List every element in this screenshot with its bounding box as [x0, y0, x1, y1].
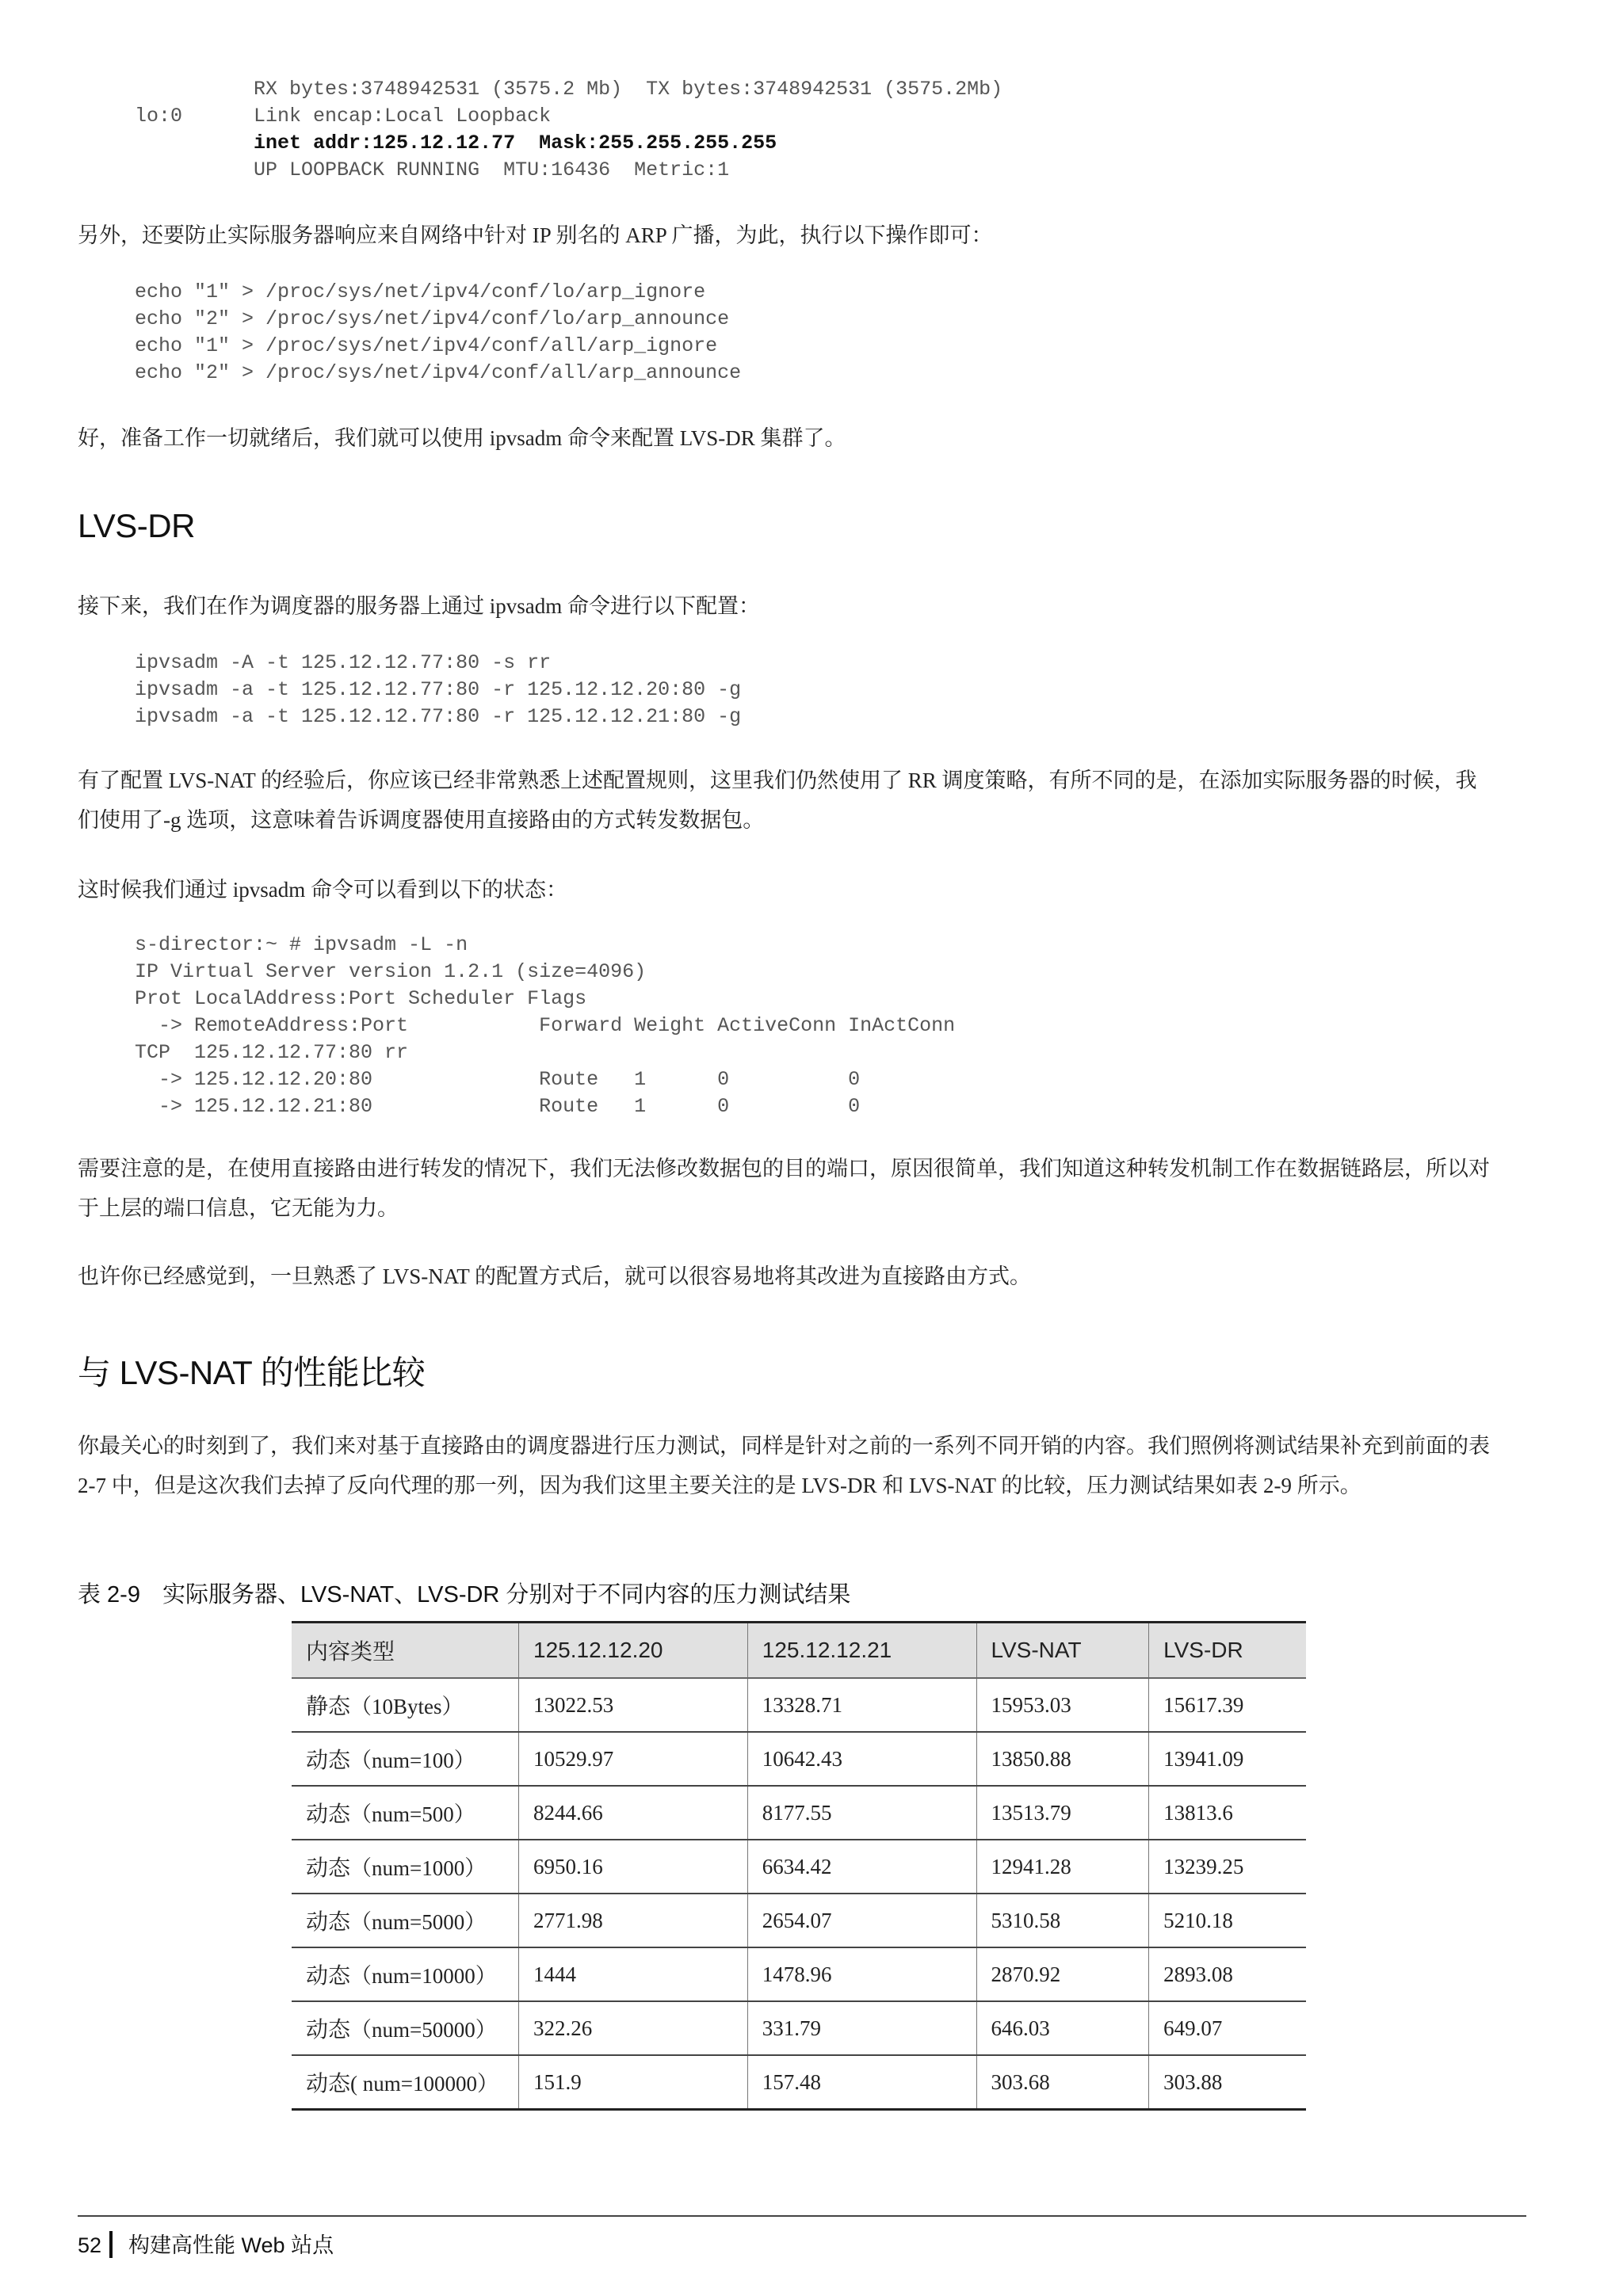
- content-param: （num=10000）: [350, 1964, 497, 1988]
- content-param: （num=5000）: [350, 1910, 487, 1934]
- code-line: echo "2" > /proc/sys/net/ipv4/conf/all/arp_announce: [135, 361, 742, 384]
- table-cell: 303.68: [976, 2055, 1149, 2110]
- paragraph-easy: 也许你已经感觉到，一旦熟悉了 LVS-NAT 的配置方式后，就可以很容易地将其改进为直接路由方式。: [78, 1264, 1032, 1288]
- code-line: -> 125.12.12.20:80 Route 1 0 0: [135, 1068, 861, 1091]
- row-label: [292, 1732, 519, 1786]
- content-param: （num=100）: [350, 1749, 475, 1772]
- row-label: [292, 2001, 519, 2055]
- table-row: [292, 1732, 1306, 1786]
- footer-divider: [78, 2215, 1526, 2217]
- code-block-ipvsadm: [135, 650, 741, 730]
- content-type: 动态: [306, 1748, 351, 1772]
- content-type: 动态: [306, 2017, 351, 2042]
- table-cell: 15617.39: [1149, 1678, 1306, 1732]
- table-row: [292, 1894, 1306, 1947]
- row-label: [292, 1840, 519, 1894]
- code-block-ifconfig: [135, 76, 1002, 184]
- code-line-highlighted: inet addr:125.12.12.77 Mask:255.255.255.255: [135, 132, 777, 154]
- table-cell: 646.03: [976, 2001, 1149, 2055]
- paragraph-ready: 好，准备工作一切就绪后，我们就可以使用 ipvsadm 命令来配置 LVS-DR 集群了。: [78, 426, 846, 450]
- table-cell: 1444: [519, 1947, 748, 2001]
- table-header-row: [292, 1623, 1306, 1679]
- results-table: [292, 1621, 1306, 2111]
- table-cell: 13850.88: [976, 1732, 1149, 1786]
- table-cell: 8244.66: [519, 1786, 748, 1840]
- code-line: ipvsadm -a -t 125.12.12.77:80 -r 125.12.12.21:80 -g: [135, 705, 742, 728]
- section-heading-lvs-dr: LVS-DR: [78, 507, 195, 544]
- table-row: [292, 1678, 1306, 1732]
- code-line: IP Virtual Server version 1.2.1 (size=4096): [135, 960, 647, 983]
- table-cell: 649.07: [1149, 2001, 1306, 2055]
- code-line: echo "1" > /proc/sys/net/ipv4/conf/all/arp_ignore: [135, 334, 718, 357]
- column-header: 125.12.12.20: [519, 1623, 748, 1679]
- table-row: [292, 1786, 1306, 1840]
- code-line: echo "2" > /proc/sys/net/ipv4/conf/lo/arp_announce: [135, 307, 730, 330]
- content-type: 动态: [306, 2071, 351, 2096]
- page-footer: [78, 2228, 334, 2260]
- table-cell: 13022.53: [519, 1678, 748, 1732]
- table-cell: 13328.71: [747, 1678, 976, 1732]
- code-line: -> RemoteAddress:Port Forward Weight ActiveConn InActConn: [135, 1014, 956, 1037]
- table-cell: 1478.96: [747, 1947, 976, 2001]
- column-header: 内容类型: [292, 1623, 519, 1679]
- table-cell: 5210.18: [1149, 1894, 1306, 1947]
- table-title: 实际服务器、LVS-NAT、LVS-DR 分别对于不同内容的压力测试结果: [162, 1582, 851, 1608]
- code-line: ipvsadm -a -t 125.12.12.77:80 -r 125.12.12.20:80 -g: [135, 678, 742, 701]
- content-type: 动态: [306, 1909, 351, 1934]
- row-label: [292, 1894, 519, 1947]
- content-param: （num=500）: [350, 1802, 475, 1826]
- table-cell: 12941.28: [976, 1840, 1149, 1894]
- code-line: UP LOOPBACK RUNNING MTU:16436 Metric:1: [135, 158, 730, 181]
- table-cell: 6634.42: [747, 1840, 976, 1894]
- footer-separator-bar: [109, 2231, 113, 2258]
- table-cell: 303.88: [1149, 2055, 1306, 2110]
- code-line: RX bytes:3748942531 (3575.2 Mb) TX bytes:3748942531 (3575.2Mb): [135, 78, 1003, 101]
- row-label: [292, 1786, 519, 1840]
- content-param: （num=1000）: [350, 1856, 487, 1880]
- section-heading-compare: 与 LVS-NAT 的性能比较: [78, 1354, 426, 1391]
- code-line: -> 125.12.12.21:80 Route 1 0 0: [135, 1095, 861, 1118]
- table-cell: 8177.55: [747, 1786, 976, 1840]
- code-line: Prot LocalAddress:Port Scheduler Flags: [135, 987, 587, 1010]
- content-param: （10Bytes）: [350, 1695, 464, 1718]
- code-block-status: [135, 932, 955, 1120]
- code-line: s-director:~ # ipvsadm -L -n: [135, 933, 468, 956]
- paragraph-status: 这时候我们通过 ipvsadm 命令可以看到以下的状态：: [78, 878, 567, 902]
- book-title: 构建高性能 Web 站点: [128, 2233, 334, 2257]
- column-header: LVS-NAT: [976, 1623, 1149, 1679]
- table-cell: 13513.79: [976, 1786, 1149, 1840]
- code-block-arp: [135, 279, 741, 387]
- table-cell: 157.48: [747, 2055, 976, 2110]
- paragraph-arp: 另外，还要防止实际服务器响应来自网络中针对 IP 别名的 ARP 广播，为此，执行以下操作即可：: [78, 223, 993, 247]
- table-cell: 2870.92: [976, 1947, 1149, 2001]
- content-type: 动态: [306, 1963, 351, 1988]
- paragraph-experience: 有了配置 LVS-NAT 的经验后，你应该已经非常熟悉上述配置规则，这里我们仍然使用了 RR 调度策略，有所不同的是，在添加实际服务器的时候，我们使用了-g 选项，这意味着告诉调度器使用直接路由的方式转发数据包。: [78, 769, 1477, 832]
- column-header: 125.12.12.21: [747, 1623, 976, 1679]
- table-row: [292, 1947, 1306, 2001]
- table-cell: 13239.25: [1149, 1840, 1306, 1894]
- content-type: 动态: [306, 1802, 351, 1826]
- code-line: TCP 125.12.12.77:80 rr: [135, 1041, 409, 1064]
- table-cell: 5310.58: [976, 1894, 1149, 1947]
- code-line: lo:0 Link encap:Local Loopback: [135, 105, 552, 128]
- page-number: 52: [78, 2233, 102, 2257]
- table-cell: 151.9: [519, 2055, 748, 2110]
- content-param: ( num=100000）: [350, 2072, 498, 2096]
- code-line: echo "1" > /proc/sys/net/ipv4/conf/lo/arp_ignore: [135, 280, 706, 303]
- code-line: ipvsadm -A -t 125.12.12.77:80 -s rr: [135, 651, 552, 674]
- row-label: [292, 2055, 519, 2110]
- row-label: [292, 1947, 519, 2001]
- column-header: LVS-DR: [1149, 1623, 1306, 1679]
- table-cell: 322.26: [519, 2001, 748, 2055]
- content-type: 静态: [306, 1694, 351, 1718]
- table-row: [292, 1840, 1306, 1894]
- table-number: 表 2-9: [78, 1582, 140, 1608]
- table-row: [292, 2055, 1306, 2110]
- content-type: 动态: [306, 1855, 351, 1880]
- paragraph-config: 接下来，我们在作为调度器的服务器上通过 ipvsadm 命令进行以下配置：: [78, 594, 760, 618]
- paragraph-test: 你最关心的时刻到了，我们来对基于直接路由的调度器进行压力测试，同样是针对之前的一系列不同开销的内容。我们照例将测试结果补充到前面的表 2-7 中，但是这次我们去掉了反向代理的那一列，因为我们这里主要关注的是 LVS-DR 和 LVS-NAT 的比较，压力测试结果如表 2-9 所示。: [78, 1434, 1490, 1497]
- table-cell: 15953.03: [976, 1678, 1149, 1732]
- row-label: [292, 1678, 519, 1732]
- table-cell: 331.79: [747, 2001, 976, 2055]
- table-row: [292, 2001, 1306, 2055]
- table-cell: 10642.43: [747, 1732, 976, 1786]
- table-cell: 2771.98: [519, 1894, 748, 1947]
- table-caption: [78, 1577, 850, 1609]
- table-cell: 2654.07: [747, 1894, 976, 1947]
- table-cell: 13941.09: [1149, 1732, 1306, 1786]
- paragraph-note: 需要注意的是，在使用直接路由进行转发的情况下，我们无法修改数据包的目的端口，原因很简单，我们知道这种转发机制工作在数据链路层，所以对于上层的端口信息，它无能为力。: [78, 1157, 1490, 1220]
- table-cell: 10529.97: [519, 1732, 748, 1786]
- table-cell: 13813.6: [1149, 1786, 1306, 1840]
- table-cell: 6950.16: [519, 1840, 748, 1894]
- content-param: （num=50000）: [350, 2018, 497, 2042]
- table-cell: 2893.08: [1149, 1947, 1306, 2001]
